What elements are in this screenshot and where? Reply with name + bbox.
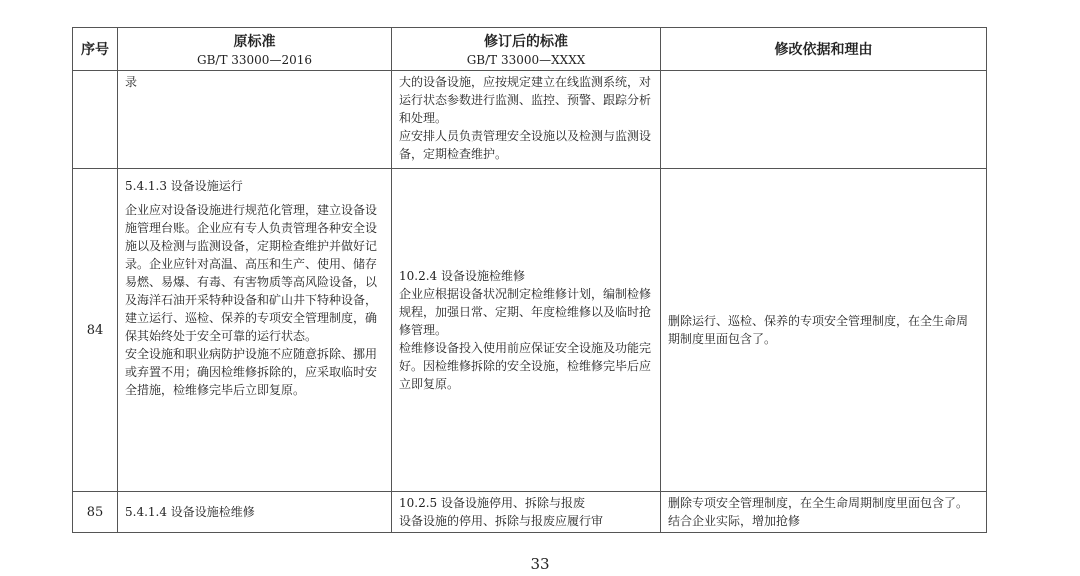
row2-revised: 10.2.4 设备设施检维修 企业应根据设备状况制定检维修计划，编制检修规程，加强日常、定期、年度检维修以及临时抢修管理。 检维修设备投入使用前应保证安全设施及功能完好。因检维修拆除的安全设施，检维修完毕后应立即复原。 xyxy=(392,169,661,492)
row1-original: 录 xyxy=(118,71,392,169)
header-reason: 修改依据和理由 xyxy=(661,28,987,71)
page-number: 33 xyxy=(530,555,550,573)
row1-seq xyxy=(73,71,118,169)
standard-comparison-table xyxy=(72,27,987,533)
header-original: 原标准 GB/T 33000—2016 xyxy=(118,28,392,71)
table-header-row xyxy=(73,28,987,71)
row3-revised: 10.2.5 设备设施停用、拆除与报废 设备设施的停用、拆除与报废应履行审 xyxy=(392,492,661,533)
header-original-code: GB/T 33000—2016 xyxy=(197,53,312,67)
row3-reason: 删除专项安全管理制度，在全生命周期制度里面包含了。结合企业实际，增加抢修 xyxy=(661,492,987,533)
table-row xyxy=(73,169,987,492)
row1-reason xyxy=(661,71,987,169)
row2-reason: 删除运行、巡检、保养的专项安全管理制度，在全生命周期制度里面包含了。 xyxy=(661,169,987,492)
row3-seq: 85 xyxy=(73,492,118,533)
row1-revised: 大的设备设施，应按规定建立在线监测系统，对运行状态参数进行监测、监控、预警、跟踪分析和处理。 应安排人员负责管理安全设施以及检测与监测设备，定期检查维护。 xyxy=(392,71,661,169)
header-seq: 序号 xyxy=(73,28,118,71)
header-revised: 修订后的标准 GB/T 33000—XXXX xyxy=(392,28,661,71)
header-revised-code: GB/T 33000—XXXX xyxy=(466,53,586,67)
row2-seq: 84 xyxy=(73,169,118,492)
row2-revised-heading: 10.2.4 设备设施检维修 xyxy=(399,269,525,283)
table-row xyxy=(73,71,987,169)
row2-original-heading: 5.4.1.3 设备设施运行 xyxy=(125,179,243,193)
row3-original: 5.4.1.4 设备设施检维修 xyxy=(118,492,392,533)
row2-original: 5.4.1.3 设备设施运行 企业应对设备设施进行规范化管理，建立设备设施管理台账。企业应有专人负责管理各种安全设施以及检测与监测设备，定期检查维护并做好记录。企业应针对高温、高压和生产、使用、储存易燃、易爆、有毒、有害物质等高风险设备，以及海洋石油开采特种设备和矿山井下特种设备，建立运行、巡检、保养的专项安全管理制度，确保其始终处于安全可靠的运行状态。 安全设施和职业病防护设施不应随意拆除、挪用或弃置不用；确因检维修拆除的，应采取临时安全措施，检维修完毕后立即复原。 xyxy=(118,169,392,492)
table-row xyxy=(73,492,987,533)
